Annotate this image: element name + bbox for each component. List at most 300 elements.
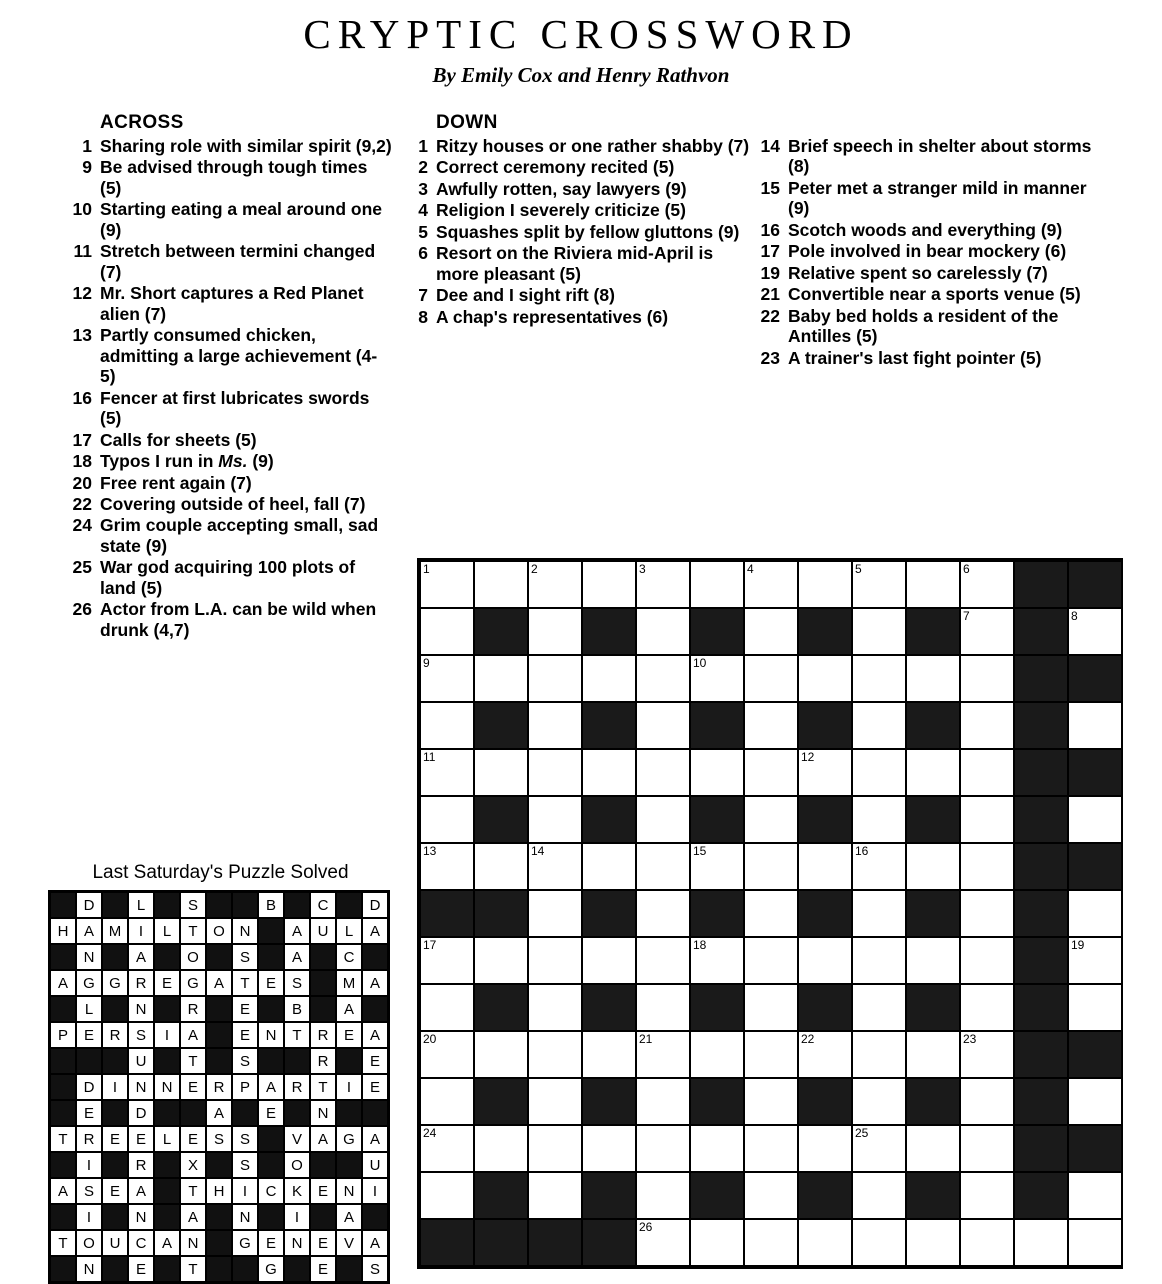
solved-letter-cell: V (284, 1126, 310, 1152)
grid-entry-cell[interactable] (583, 1126, 635, 1171)
solved-block-cell (180, 1100, 206, 1126)
solved-letter-cell: L (154, 1126, 180, 1152)
grid-entry-cell[interactable] (691, 750, 743, 795)
solved-letter-cell: V (336, 1230, 362, 1256)
clue-item[interactable] (72, 325, 392, 386)
grid-cell-number: 4 (747, 562, 754, 576)
grid-entry-cell[interactable] (475, 750, 527, 795)
solved-block-cell (102, 1152, 128, 1178)
clue-text: A trainer's last fight pointer (5) (788, 347, 1042, 368)
grid-entry-cell[interactable] (421, 1173, 473, 1218)
solved-letter-cell: E (102, 1126, 128, 1152)
grid-cell-number: 20 (423, 1032, 437, 1046)
grid-entry-cell[interactable] (961, 797, 1013, 842)
grid-cell-number: 25 (855, 1126, 869, 1140)
grid-entry-cell[interactable] (745, 985, 797, 1030)
grid-entry-cell[interactable] (745, 1220, 797, 1265)
grid-entry-cell[interactable] (907, 562, 959, 607)
clue-text: Ritzy houses or one rather shabby (7) (436, 136, 750, 156)
grid-entry-cell[interactable] (745, 1126, 797, 1171)
grid-entry-cell[interactable] (961, 1220, 1013, 1265)
grid-entry-cell[interactable] (853, 1079, 905, 1124)
clue-item[interactable] (72, 136, 392, 156)
grid-entry-cell[interactable] (799, 1220, 851, 1265)
grid-entry-cell[interactable] (691, 1220, 743, 1265)
solved-letter-cell: E (362, 1074, 388, 1100)
down-clue-list-1 (408, 136, 753, 327)
clue-number: 13 (72, 325, 92, 346)
grid-entry-cell[interactable] (529, 891, 581, 936)
grid-entry-cell[interactable] (961, 562, 1013, 607)
grid-entry-cell[interactable] (529, 562, 581, 607)
grid-block-cell (907, 985, 959, 1030)
grid-entry-cell[interactable] (691, 844, 743, 889)
clue-number: 4 (418, 200, 428, 221)
clue-number: 22 (72, 493, 92, 514)
clue-item[interactable] (72, 494, 392, 514)
grid-entry-cell[interactable] (691, 938, 743, 983)
solved-letter-cell: T (180, 918, 206, 944)
solved-letter-cell: N (232, 918, 258, 944)
solved-block-cell (258, 1048, 284, 1074)
grid-entry-cell[interactable] (961, 1079, 1013, 1124)
solved-block-cell (102, 1256, 128, 1282)
grid-entry-cell[interactable] (1069, 985, 1121, 1030)
solved-letter-cell: N (284, 1230, 310, 1256)
grid-entry-cell[interactable] (637, 1173, 689, 1218)
solved-letter-cell: R (310, 1048, 336, 1074)
grid-entry-cell[interactable] (475, 1126, 527, 1171)
grid-entry-cell[interactable] (1069, 1079, 1121, 1124)
solved-block-cell (154, 1256, 180, 1282)
grid-entry-cell[interactable] (961, 703, 1013, 748)
clue-item[interactable] (760, 220, 1110, 240)
grid-entry-cell[interactable] (907, 656, 959, 701)
solved-letter-cell: R (76, 1126, 102, 1152)
grid-entry-cell[interactable] (1069, 703, 1121, 748)
grid-entry-cell[interactable] (961, 1032, 1013, 1077)
solved-letter-cell: E (258, 1230, 284, 1256)
grid-entry-cell[interactable] (853, 609, 905, 654)
grid-entry-cell[interactable] (637, 844, 689, 889)
solved-letter-cell: D (128, 1100, 154, 1126)
grid-block-cell (691, 891, 743, 936)
grid-entry-cell[interactable] (421, 1126, 473, 1171)
grid-entry-cell[interactable] (853, 656, 905, 701)
grid-entry-cell[interactable] (475, 1032, 527, 1077)
grid-entry-cell[interactable] (745, 844, 797, 889)
grid-entry-cell[interactable] (907, 750, 959, 795)
clue-item[interactable] (408, 136, 753, 156)
grid-entry-cell[interactable] (529, 609, 581, 654)
down-clue-list-2 (760, 136, 1110, 368)
grid-entry-cell[interactable] (421, 797, 473, 842)
clue-number: 24 (72, 515, 92, 536)
solved-block-cell (206, 892, 232, 918)
grid-cell-number: 21 (639, 1032, 653, 1046)
grid-entry-cell[interactable] (1069, 1173, 1121, 1218)
clue-item[interactable] (72, 157, 392, 198)
grid-entry-cell[interactable] (529, 1079, 581, 1124)
grid-entry-cell[interactable] (745, 938, 797, 983)
grid-entry-cell[interactable] (1069, 609, 1121, 654)
grid-entry-cell[interactable] (853, 985, 905, 1030)
grid-entry-cell[interactable] (691, 562, 743, 607)
grid-block-cell (799, 891, 851, 936)
clue-number: 2 (418, 157, 428, 178)
solved-block-cell (258, 1204, 284, 1230)
solved-letter-cell: A (206, 970, 232, 996)
grid-entry-cell[interactable] (907, 1032, 959, 1077)
solved-letter-cell: E (310, 1256, 336, 1282)
clue-item[interactable] (72, 515, 392, 556)
solved-block-cell (258, 918, 284, 944)
solved-block-cell (206, 1256, 232, 1282)
solved-block-cell (102, 996, 128, 1022)
grid-entry-cell[interactable] (637, 938, 689, 983)
clue-item[interactable] (760, 178, 1110, 219)
clue-item[interactable] (760, 136, 1110, 177)
grid-entry-cell[interactable] (853, 562, 905, 607)
grid-entry-cell[interactable] (745, 656, 797, 701)
clue-item[interactable] (408, 200, 753, 220)
grid-block-cell (1015, 703, 1067, 748)
clue-number: 6 (418, 243, 428, 264)
solved-block-cell (336, 1256, 362, 1282)
grid-entry-cell[interactable] (637, 750, 689, 795)
grid-entry-cell[interactable] (637, 703, 689, 748)
grid-entry-cell[interactable] (961, 1173, 1013, 1218)
solved-block-cell (102, 892, 128, 918)
grid-block-cell (799, 1173, 851, 1218)
solved-block-cell (258, 996, 284, 1022)
clue-text: Be advised through tough times (5) (100, 157, 368, 198)
clue-item[interactable] (408, 157, 753, 177)
grid-entry-cell[interactable] (1069, 797, 1121, 842)
grid-entry-cell[interactable] (853, 1032, 905, 1077)
grid-entry-cell[interactable] (853, 1173, 905, 1218)
across-clue-list (72, 136, 392, 640)
grid-entry-cell[interactable] (745, 1079, 797, 1124)
grid-entry-cell[interactable] (529, 985, 581, 1030)
grid-entry-cell[interactable] (799, 750, 851, 795)
grid-entry-cell[interactable] (745, 797, 797, 842)
grid-block-cell (691, 985, 743, 1030)
grid-entry-cell[interactable] (583, 844, 635, 889)
grid-block-cell (475, 891, 527, 936)
clue-item[interactable] (408, 307, 753, 327)
solved-letter-cell: I (102, 1074, 128, 1100)
grid-entry-cell[interactable] (637, 609, 689, 654)
grid-block-cell (421, 1220, 473, 1265)
clue-item[interactable] (760, 306, 1110, 347)
solved-letter-cell: G (232, 1230, 258, 1256)
grid-entry-cell[interactable] (961, 844, 1013, 889)
solved-letter-cell: T (180, 1178, 206, 1204)
clue-text: Awfully rotten, say lawyers (9) (436, 178, 687, 199)
grid-entry-cell[interactable] (961, 938, 1013, 983)
clue-item[interactable] (760, 241, 1110, 261)
clue-item[interactable] (72, 451, 392, 471)
grid-entry-cell[interactable] (529, 797, 581, 842)
grid-entry-cell[interactable] (637, 797, 689, 842)
solved-block-cell (154, 892, 180, 918)
solved-block-cell (206, 996, 232, 1022)
grid-block-cell (907, 609, 959, 654)
solved-letter-cell: S (284, 970, 310, 996)
solved-letter-cell: N (310, 1100, 336, 1126)
solved-letter-cell: G (76, 970, 102, 996)
grid-entry-cell[interactable] (583, 656, 635, 701)
grid-entry-cell[interactable] (907, 1126, 959, 1171)
solved-letter-cell: B (284, 996, 310, 1022)
grid-entry-cell[interactable] (529, 750, 581, 795)
down-heading: DOWN (436, 112, 498, 133)
solved-letter-cell: A (310, 1126, 336, 1152)
clue-text: Squashes split by fellow gluttons (9) (436, 221, 740, 242)
solved-letter-cell: S (362, 1256, 388, 1282)
clue-number: 9 (82, 157, 92, 178)
clue-number: 5 (418, 221, 428, 242)
grid-entry-cell[interactable] (1069, 938, 1121, 983)
solved-letter-cell: E (310, 1230, 336, 1256)
grid-entry-cell[interactable] (853, 703, 905, 748)
clue-text: Dee and I sight rift (8) (436, 285, 615, 306)
solved-block-cell (336, 1100, 362, 1126)
solved-letter-cell: U (310, 918, 336, 944)
solved-block-cell (232, 1100, 258, 1126)
grid-block-cell (1069, 656, 1121, 701)
clue-item[interactable] (72, 283, 392, 324)
grid-entry-cell[interactable] (799, 844, 851, 889)
grid-entry-cell[interactable] (583, 562, 635, 607)
solved-letter-cell: A (362, 1022, 388, 1048)
solved-letter-cell: O (76, 1230, 102, 1256)
grid-entry-cell[interactable] (421, 656, 473, 701)
grid-entry-cell[interactable] (961, 609, 1013, 654)
grid-entry-cell[interactable] (799, 656, 851, 701)
grid-entry-cell[interactable] (853, 750, 905, 795)
grid-entry-cell[interactable] (799, 1126, 851, 1171)
grid-entry-cell[interactable] (421, 938, 473, 983)
clue-number: 21 (760, 284, 780, 305)
grid-entry-cell[interactable] (907, 938, 959, 983)
solved-block-cell (336, 1048, 362, 1074)
grid-block-cell (1015, 609, 1067, 654)
grid-entry-cell[interactable] (421, 609, 473, 654)
solved-letter-cell: N (336, 1178, 362, 1204)
grid-entry-cell[interactable] (691, 1032, 743, 1077)
clue-number: 20 (72, 472, 92, 493)
solved-block-cell (154, 944, 180, 970)
grid-entry-cell[interactable] (745, 562, 797, 607)
solved-letter-cell: A (336, 1204, 362, 1230)
clue-item[interactable] (72, 241, 392, 282)
clue-text: Typos I run in Ms. (9) (100, 451, 274, 472)
solved-letter-cell: D (76, 892, 102, 918)
grid-entry-cell[interactable] (961, 985, 1013, 1030)
solved-letter-cell: A (128, 944, 154, 970)
grid-entry-cell[interactable] (529, 656, 581, 701)
solved-letter-cell: E (232, 996, 258, 1022)
solved-letter-cell: E (258, 1100, 284, 1126)
grid-entry-cell[interactable] (475, 938, 527, 983)
clue-number: 25 (72, 557, 92, 578)
clue-item[interactable] (72, 473, 392, 493)
grid-entry-cell[interactable] (691, 1126, 743, 1171)
grid-entry-cell[interactable] (421, 750, 473, 795)
grid-entry-cell[interactable] (745, 750, 797, 795)
grid-entry-cell[interactable] (421, 703, 473, 748)
solved-block-cell (50, 1074, 76, 1100)
solved-letter-cell: T (180, 1048, 206, 1074)
grid-entry-cell[interactable] (853, 1126, 905, 1171)
grid-entry-cell[interactable] (637, 1032, 689, 1077)
grid-entry-cell[interactable] (799, 562, 851, 607)
clue-item[interactable] (72, 388, 392, 429)
solved-letter-cell: T (232, 970, 258, 996)
solved-letter-cell: A (76, 918, 102, 944)
solved-letter-cell: E (180, 1126, 206, 1152)
grid-block-cell (799, 609, 851, 654)
grid-entry-cell[interactable] (853, 844, 905, 889)
clue-number: 8 (418, 306, 428, 327)
grid-entry-cell[interactable] (637, 891, 689, 936)
grid-block-cell (475, 609, 527, 654)
grid-entry-cell[interactable] (421, 562, 473, 607)
grid-entry-cell[interactable] (529, 703, 581, 748)
grid-cell-number: 2 (531, 562, 538, 576)
down-column-1 (408, 112, 753, 328)
clue-item[interactable] (408, 179, 753, 199)
solved-letter-cell: A (50, 970, 76, 996)
grid-entry-cell[interactable] (799, 1032, 851, 1077)
clue-item[interactable] (760, 284, 1110, 304)
clue-item[interactable] (72, 430, 392, 450)
grid-block-cell (1015, 656, 1067, 701)
grid-entry-cell[interactable] (529, 1126, 581, 1171)
solved-letter-cell: N (258, 1022, 284, 1048)
clue-item[interactable] (408, 243, 753, 284)
solved-block-cell (50, 1256, 76, 1282)
grid-entry-cell[interactable] (853, 797, 905, 842)
crossword-grid-wrap (417, 558, 1123, 1269)
grid-entry-cell[interactable] (637, 1126, 689, 1171)
solved-block-cell (102, 1048, 128, 1074)
grid-entry-cell[interactable] (853, 891, 905, 936)
grid-entry-cell[interactable] (529, 938, 581, 983)
grid-cell-number: 1 (423, 562, 430, 576)
grid-entry-cell[interactable] (799, 938, 851, 983)
grid-block-cell (421, 891, 473, 936)
solved-letter-cell: S (232, 1048, 258, 1074)
clue-number: 1 (82, 136, 92, 156)
grid-entry-cell[interactable] (745, 891, 797, 936)
grid-entry-cell[interactable] (637, 1220, 689, 1265)
solved-letter-cell: R (128, 1152, 154, 1178)
solved-block-cell (310, 1152, 336, 1178)
solved-block-cell (284, 1048, 310, 1074)
solved-letter-cell: S (206, 1126, 232, 1152)
clue-item[interactable] (72, 599, 392, 640)
grid-entry-cell[interactable] (637, 1079, 689, 1124)
solved-block-cell (284, 1256, 310, 1282)
solved-letter-cell: S (128, 1022, 154, 1048)
grid-entry-cell[interactable] (475, 656, 527, 701)
grid-entry-cell[interactable] (853, 1220, 905, 1265)
grid-entry-cell[interactable] (1069, 1220, 1121, 1265)
grid-block-cell (1015, 985, 1067, 1030)
solved-letter-cell: H (50, 918, 76, 944)
grid-entry-cell[interactable] (961, 1126, 1013, 1171)
grid-entry-cell[interactable] (691, 656, 743, 701)
grid-entry-cell[interactable] (907, 844, 959, 889)
clue-number: 12 (72, 283, 92, 304)
grid-entry-cell[interactable] (583, 938, 635, 983)
clue-item[interactable] (72, 557, 392, 598)
solved-letter-cell: N (154, 1074, 180, 1100)
grid-entry-cell[interactable] (853, 938, 905, 983)
clue-text: Scotch woods and everything (9) (788, 219, 1063, 240)
grid-block-cell (691, 1173, 743, 1218)
grid-entry-cell[interactable] (583, 750, 635, 795)
clue-number: 22 (760, 305, 780, 326)
grid-entry-cell[interactable] (529, 1173, 581, 1218)
grid-entry-cell[interactable] (907, 1220, 959, 1265)
grid-entry-cell[interactable] (421, 1032, 473, 1077)
clue-item[interactable] (408, 222, 753, 242)
grid-entry-cell[interactable] (961, 750, 1013, 795)
grid-entry-cell[interactable] (745, 1032, 797, 1077)
grid-entry-cell[interactable] (529, 1032, 581, 1077)
grid-entry-cell[interactable] (1069, 891, 1121, 936)
grid-block-cell (799, 1079, 851, 1124)
solved-block-cell (50, 944, 76, 970)
clue-item[interactable] (408, 285, 753, 305)
grid-entry-cell[interactable] (475, 562, 527, 607)
solved-letter-cell: A (362, 1126, 388, 1152)
grid-entry-cell[interactable] (745, 1173, 797, 1218)
grid-entry-cell[interactable] (745, 609, 797, 654)
crossword-grid[interactable] (417, 558, 1123, 1269)
grid-entry-cell[interactable] (637, 562, 689, 607)
solved-letter-cell: K (284, 1178, 310, 1204)
grid-entry-cell[interactable] (637, 985, 689, 1030)
grid-entry-cell[interactable] (1015, 1220, 1067, 1265)
grid-entry-cell[interactable] (961, 891, 1013, 936)
grid-entry-cell[interactable] (961, 656, 1013, 701)
clue-number: 15 (760, 177, 780, 198)
grid-block-cell (691, 797, 743, 842)
solved-letter-cell: A (336, 996, 362, 1022)
grid-entry-cell[interactable] (421, 1079, 473, 1124)
solved-block-cell (50, 1204, 76, 1230)
grid-block-cell (1015, 1079, 1067, 1124)
grid-entry-cell[interactable] (421, 844, 473, 889)
grid-entry-cell[interactable] (421, 985, 473, 1030)
grid-entry-cell[interactable] (637, 656, 689, 701)
grid-entry-cell[interactable] (583, 1032, 635, 1077)
clue-number: 14 (760, 136, 780, 156)
clue-item[interactable] (72, 199, 392, 240)
solved-letter-cell: C (336, 944, 362, 970)
grid-entry-cell[interactable] (529, 844, 581, 889)
grid-cell-number: 17 (423, 938, 437, 952)
grid-entry-cell[interactable] (745, 703, 797, 748)
grid-entry-cell[interactable] (475, 844, 527, 889)
clue-item[interactable] (760, 263, 1110, 283)
clue-item[interactable] (760, 348, 1110, 368)
